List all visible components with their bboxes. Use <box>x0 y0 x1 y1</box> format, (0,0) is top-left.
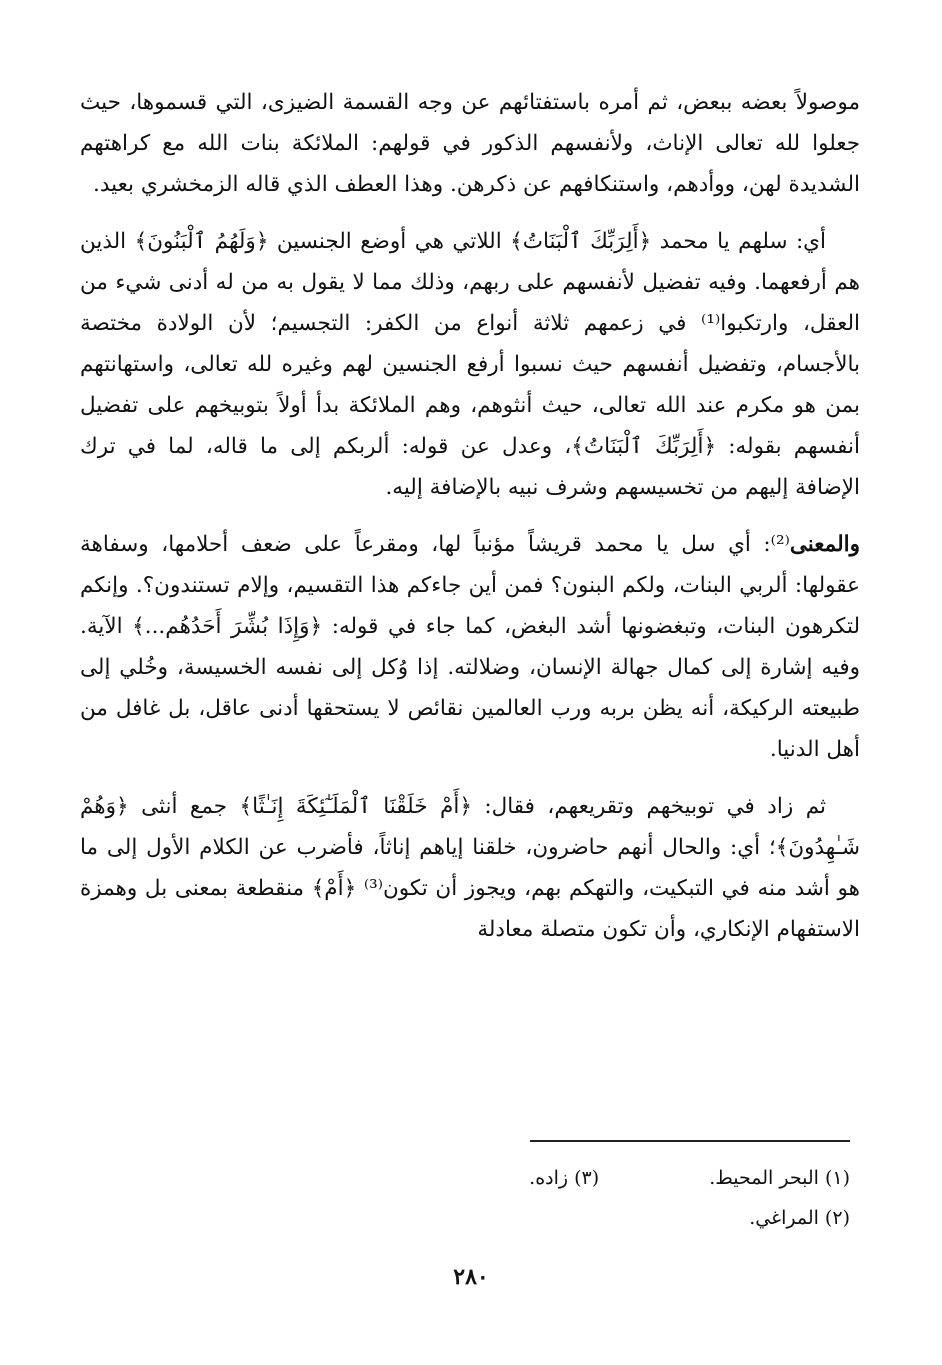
page-number: ٢٨٠ <box>453 1264 489 1290</box>
paragraph-2: أي: سلهم يا محمد ﴿أَلِرَبِّكَ ٱلْبَنَاتُ﴾ اللاتي هي أوضع الجنسين ﴿وَلَهُمُ ٱلْبَنُونَ﴾ الذين هم أرفعهما. وفيه تفضيل لأنفسهم على ربهم، وذلك مما لا يقول به من له أدنى شيء من العقل، وارتكبوا⁽¹⁾ في زعمهم ثلاثة أنواع من الكفر: التجسيم؛ لأن الولادة مختصة بالأجسام، وتفضيل أنفسهم حيث نسبوا أرفع الجنسين لهم وغيره لله تعالى، واستهانتهم بمن هو مكرم عند الله تعالى، حيث أنثوهم، وهم الملائكة بدأ أولاً بتوبيخهم على تفضيل أنفسهم بقوله: ﴿أَلِرَبِّكَ ٱلْبَنَاتُ﴾، وعدل عن قوله: ألربكم إلى ما قاله، لما في ترك الإضافة إليهم من تخسيسهم وشرف نبيه بالإضافة إليه. <box>80 229 860 500</box>
footnote-row-2 <box>410 1198 850 1238</box>
footnote-3: (٣) زاده. <box>529 1167 600 1189</box>
page-body <box>80 82 860 966</box>
footnotes <box>410 1158 850 1238</box>
paragraph-3-lead-word: والمعنى <box>789 532 860 557</box>
paragraph-3-text: ⁽²⁾: أي سل يا محمد قريشاً مؤنباً لها، ومقرعاً على ضعف أحلامها، وسفاهة عقولها: ألربي البنات، ولكم البنون؟ فمن أين جاءكم هذا التقسيم، وإلام تستندون؟. وإنكم لتكرهون البنات، وتبغضونها أشد البغض، كما جاء في قوله: ﴿وَإِذَا بُشِّرَ أَحَدُهُم...﴾ الآية. وفيه إشارة إلى كمال جهالة الإنسان، وضلالته. إذا وُكل إلى نفسه الخسيسة، وخُلي إلى طبيعته الركيكة، أنه يظن بربه ورب العالمين نقائص لا يستحقها أدنى عاقل، بل غافل من أهل الدنيا. <box>80 532 860 762</box>
footnote-1: (١) البحر المحيط. <box>709 1167 850 1189</box>
footnote-2: (٢) المراغي. <box>749 1207 850 1229</box>
footnote-separator <box>530 1140 850 1142</box>
footnote-row-1 <box>410 1158 850 1198</box>
paragraph-1: موصولاً بعضه ببعض، ثم أمره باستفتائهم عن وجه القسمة الضيزى، التي قسموها، حيث جعلوا لله تعالى الإناث، ولأنفسهم الذكور في قولهم: الملائكة بنات الله مع كراهتهم الشديدة لهن، ووأدهم، واستنكافهم عن ذكرهن. وهذا العطف الذي قاله الزمخشري بعيد. <box>80 90 860 197</box>
paragraph-4: ثم زاد في توبيخهم وتقريعهم، فقال: ﴿أَمْ خَلَقْنَا ٱلْمَلَـٰٓئِكَةَ إِنَـٰثًا﴾ جمع أنثى ﴿وَهُمْ شَـٰهِدُونَ﴾؛ أي: والحال أنهم حاضرون، خلقنا إياهم إناثاً، فأضرب عن الكلام الأول إلى ما هو أشد منه في التبكيت، والتهكم بهم، ويجوز أن تكون⁽³⁾ ﴿أَمْ﴾ منقطعة بمعنى بل وهمزة الاستفهام الإنكاري، وأن تكون متصلة معادلة <box>80 794 860 942</box>
paragraph-3 <box>80 524 860 770</box>
